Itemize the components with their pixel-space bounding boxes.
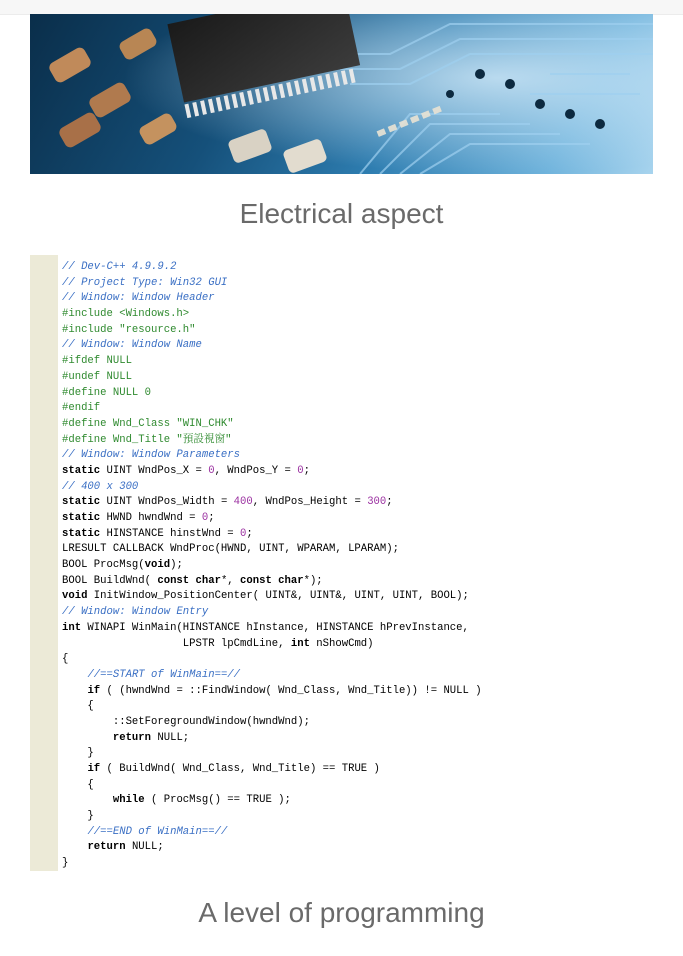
- code-line: [62, 793, 482, 809]
- code-token: int: [62, 621, 82, 634]
- code-line: [62, 542, 482, 558]
- code-token: WINAPI WinMain(HINSTANCE hInstance, HINSTANCE hPrevInstance,: [81, 621, 469, 634]
- code-line: [62, 354, 482, 370]
- code-token: [62, 732, 113, 744]
- code-line: [62, 652, 482, 668]
- top-bar: [0, 0, 683, 15]
- code-token: ( (hwndWnd = ::FindWindow( Wnd_Class, Wnd_Title)) != NULL ): [100, 684, 482, 697]
- code-token: LPSTR lpCmdLine,: [62, 637, 291, 650]
- code-line: [62, 338, 482, 354]
- code-token: UINT WndPos_Width =: [100, 496, 234, 509]
- code-token: return: [87, 841, 126, 854]
- code-token: #ifdef NULL: [62, 355, 132, 368]
- code-token: // Window: Window Parameters: [62, 449, 241, 462]
- code-token: #undef NULL: [62, 370, 132, 383]
- code-line: [62, 464, 482, 480]
- code-token: int: [290, 637, 310, 650]
- code-token: {: [62, 653, 69, 666]
- code-token: void: [144, 559, 171, 572]
- code-line: [62, 637, 482, 653]
- code-line: [62, 715, 482, 731]
- code-line: [62, 527, 482, 543]
- code-line: [62, 605, 482, 621]
- code-line: [62, 589, 482, 605]
- code-listing: [62, 260, 482, 872]
- code-token: [62, 826, 87, 838]
- code-token: // Window: Window Name: [62, 339, 202, 352]
- caption-electrical-aspect: Electrical aspect: [239, 198, 444, 229]
- code-token: , WndPos_Height =: [252, 496, 368, 509]
- code-token: UINT WndPos_X =: [100, 464, 209, 477]
- code-line: [62, 433, 482, 449]
- code-token: static: [62, 527, 101, 540]
- code-token: BOOL BuildWnd(: [62, 574, 158, 587]
- code-line: [62, 731, 482, 747]
- code-line: [62, 684, 482, 700]
- code-token: ::SetForegroundWindow(hwndWnd);: [62, 715, 310, 728]
- code-token: }: [62, 810, 94, 823]
- code-line: [62, 778, 482, 794]
- code-token: static: [62, 496, 101, 509]
- code-token: // 400 x 300: [62, 480, 139, 493]
- code-line: [62, 840, 482, 856]
- code-token: 0: [201, 512, 209, 524]
- code-token: BOOL ProcMsg(: [62, 559, 145, 572]
- code-token: 400: [233, 496, 253, 509]
- code-token: );: [170, 559, 183, 572]
- code-token: , WndPos_Y =: [214, 464, 298, 477]
- code-line: [62, 307, 482, 323]
- code-line: [62, 746, 482, 762]
- code-line: [62, 386, 482, 402]
- code-token: static: [62, 512, 101, 524]
- code-token: #include <Windows.h>: [62, 308, 190, 321]
- code-token: return: [112, 731, 152, 744]
- code-token: NULL;: [151, 731, 190, 744]
- code-token: nShowCmd): [309, 637, 374, 650]
- code-token: //==END of WinMain==//: [87, 825, 228, 838]
- code-token: //==START of WinMain==//: [87, 668, 241, 681]
- code-line: [62, 809, 482, 825]
- code-token: [62, 685, 87, 697]
- code-line: [62, 825, 482, 841]
- code-token: #endif: [62, 402, 101, 415]
- code-line: [62, 480, 482, 496]
- code-token: // Dev-C++ 4.9.9.2: [62, 261, 177, 273]
- caption-programming-level: A level of programming: [198, 897, 485, 928]
- code-token: ;: [303, 464, 310, 477]
- code-line: [62, 574, 482, 590]
- code-screenshot: [30, 255, 653, 871]
- code-token: // Window: Window Entry: [62, 606, 209, 619]
- code-token: *);: [303, 574, 323, 587]
- code-line: [62, 417, 482, 433]
- code-line: [62, 260, 482, 276]
- code-token: ;: [208, 512, 215, 524]
- code-token: #define Wnd_Title "預設視窗": [62, 433, 232, 446]
- code-token: }: [62, 747, 94, 760]
- code-token: 0: [208, 464, 215, 477]
- code-token: const char: [240, 574, 304, 587]
- code-token: [62, 841, 87, 853]
- code-token: LRESULT CALLBACK WndProc(HWND, UINT, WPARAM, LPARAM);: [62, 543, 399, 556]
- code-line: [62, 401, 482, 417]
- code-token: static: [62, 464, 101, 477]
- code-token: HWND hwndWnd =: [100, 512, 202, 524]
- code-token: void: [62, 590, 88, 603]
- code-token: [62, 763, 87, 775]
- code-line: [62, 558, 482, 574]
- code-token: {: [62, 778, 94, 791]
- code-token: ( ProcMsg() == TRUE );: [144, 794, 291, 807]
- code-token: 0: [297, 464, 304, 477]
- code-token: {: [62, 700, 94, 713]
- code-token: const char: [157, 574, 221, 587]
- code-token: }: [62, 857, 69, 870]
- code-token: NULL;: [125, 841, 164, 854]
- code-line: [62, 668, 482, 684]
- code-token: ;: [246, 527, 253, 540]
- code-token: #define Wnd_Class "WIN_CHK": [62, 417, 234, 430]
- code-token: if: [87, 763, 101, 775]
- code-token: ;: [386, 496, 393, 509]
- code-token: InitWindow_PositionCenter( UINT&, UINT&, UINT, UINT, BOOL);: [87, 590, 469, 603]
- code-line: [62, 323, 482, 339]
- code-line: [62, 276, 482, 292]
- code-token: while: [112, 794, 145, 807]
- code-token: HINSTANCE hinstWnd =: [100, 527, 241, 540]
- code-token: [62, 669, 87, 681]
- code-token: // Project Type: Win32 GUI: [62, 276, 228, 289]
- code-line: [62, 856, 482, 872]
- code-token: *,: [220, 574, 241, 587]
- code-token: ( BuildWnd( Wnd_Class, Wnd_Title) == TRUE ): [100, 763, 380, 775]
- code-line: [62, 448, 482, 464]
- code-gutter: [30, 255, 58, 871]
- code-line: [62, 699, 482, 715]
- code-line: [62, 621, 482, 637]
- code-line: [62, 495, 482, 511]
- circuit-board-image: [30, 14, 653, 174]
- code-token: #define NULL 0: [62, 386, 152, 399]
- code-line: [62, 762, 482, 778]
- code-line: [62, 511, 482, 527]
- code-token: 0: [240, 527, 247, 540]
- code-line: [62, 291, 482, 307]
- code-token: 300: [367, 496, 387, 509]
- code-token: [62, 794, 113, 806]
- code-token: // Window: Window Header: [62, 292, 215, 305]
- code-token: if: [87, 684, 101, 697]
- code-line: [62, 370, 482, 386]
- code-token: #include "resource.h": [62, 323, 196, 336]
